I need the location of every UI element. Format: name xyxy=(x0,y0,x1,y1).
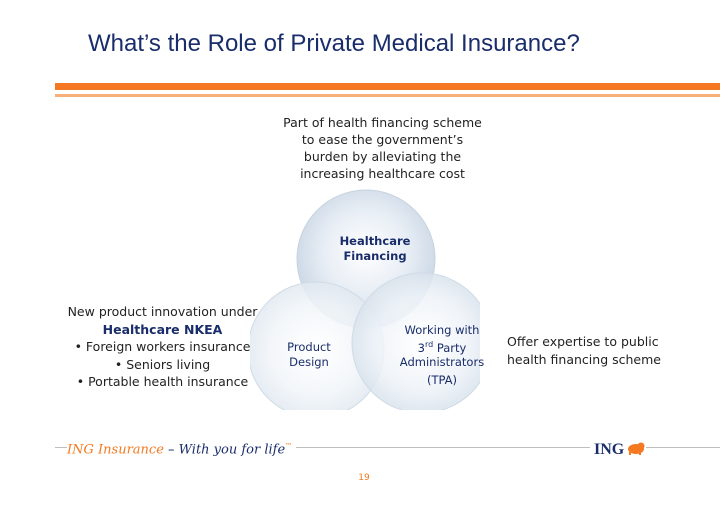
ing-logo-text: ING xyxy=(594,441,625,458)
footer-slogan: With you for life xyxy=(178,442,286,458)
top-note-line: to ease the government’s xyxy=(301,132,464,147)
ing-logo xyxy=(590,441,646,459)
venn-label-superscript: rd xyxy=(424,339,434,349)
footer-trademark: ™ xyxy=(285,442,293,450)
title-rule-thick xyxy=(55,83,720,90)
venn-label-product-design xyxy=(272,340,346,369)
venn-label-line: Administrators xyxy=(399,354,485,369)
lion-icon xyxy=(626,441,646,455)
right-note xyxy=(507,333,667,368)
left-note-intro: New product innovation under xyxy=(67,304,258,319)
left-note-heading: Healthcare NKEA xyxy=(102,321,223,337)
venn-label-line: Working with xyxy=(404,323,480,337)
right-note-line: health financing scheme xyxy=(507,351,661,367)
venn-label-tpa xyxy=(392,323,492,388)
venn-label-part: Party xyxy=(433,340,467,355)
footer-dash: – xyxy=(163,442,179,458)
venn-label-healthcare-financing xyxy=(320,234,430,263)
venn-label-line: Product xyxy=(287,340,331,354)
slide-title: What’s the Role of Private Medical Insurance? xyxy=(88,30,580,57)
top-note xyxy=(275,114,490,182)
left-note-bullet: • Foreign workers insurance xyxy=(74,339,251,354)
top-note-line: Part of health financing scheme xyxy=(283,115,482,130)
left-note-bullet: • Seniors living xyxy=(114,356,211,372)
left-note xyxy=(60,303,265,391)
venn-label-line: (TPA) xyxy=(426,373,458,388)
footer-brand xyxy=(67,442,296,457)
venn-label-line: Healthcare xyxy=(339,234,411,248)
venn-label-line: Design xyxy=(289,354,329,369)
venn-label-part: 3 xyxy=(417,340,425,355)
venn-label-line: Financing xyxy=(343,248,407,263)
venn-label-line xyxy=(392,338,492,355)
page-number: 19 xyxy=(358,473,370,483)
top-note-line: burden by alleviating the xyxy=(303,149,462,164)
left-note-bullet: • Portable health insurance xyxy=(76,374,249,389)
title-rule-thin xyxy=(55,94,720,97)
right-note-line: Offer expertise to public xyxy=(507,334,659,349)
footer-brand-name: ING Insurance xyxy=(67,442,164,458)
top-note-line: increasing healthcare cost xyxy=(300,166,465,181)
